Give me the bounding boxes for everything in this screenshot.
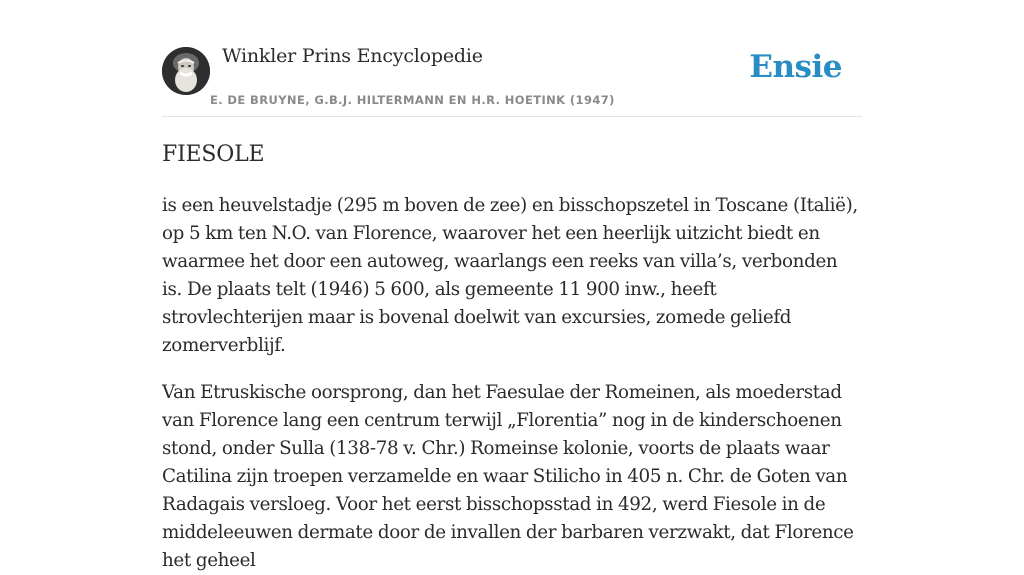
author-avatar[interactable] (162, 47, 210, 95)
authors-line: E. DE BRUYNE, G.B.J. HILTERMANN EN H.R. HOETINK (1947) (210, 93, 615, 107)
article-paragraph: is een heuvelstadje (295 m boven de zee) en bisschopszetel in Toscane (Italië), op 5 km ten N.O. van Florence, waarover het een heerlijk uitzicht biedt en waarmee het door een autoweg, waarlangs een reeks van villa’s, verbonden is. De plaats telt (1946) 5 600, als gemeente 11 900 inw., heeft strovlechterijen maar is bovenal doelwit van excursies, zomede geliefd zomerverblijf. (162, 195, 858, 356)
header (162, 0, 862, 117)
page (162, 0, 862, 575)
brand-logo[interactable]: Ensie (749, 49, 842, 85)
portrait-icon (162, 47, 210, 95)
article-title: FIESOLE (162, 142, 265, 167)
source-title[interactable]: Winkler Prins Encyclopedie (222, 45, 483, 67)
article-paragraph: Van Etruskische oorsprong, dan het Faesulae der Romeinen, als moederstad van Florence lang een centrum terwijl „Florentia” nog in de kinderschoenen stond, onder Sulla (138-78 v. Chr.) Romeinse kolonie, voorts de plaats waar Catilina zijn troepen verzamelde en waar Stilicho in 405 n. Chr. de Goten van Radagais versloeg. Voor het eerst bisschopsstad in 492, werd Fiesole in de middeleeuwen dermate door de invallen der barbaren verzwakt, dat Florence het geheel (162, 382, 854, 571)
